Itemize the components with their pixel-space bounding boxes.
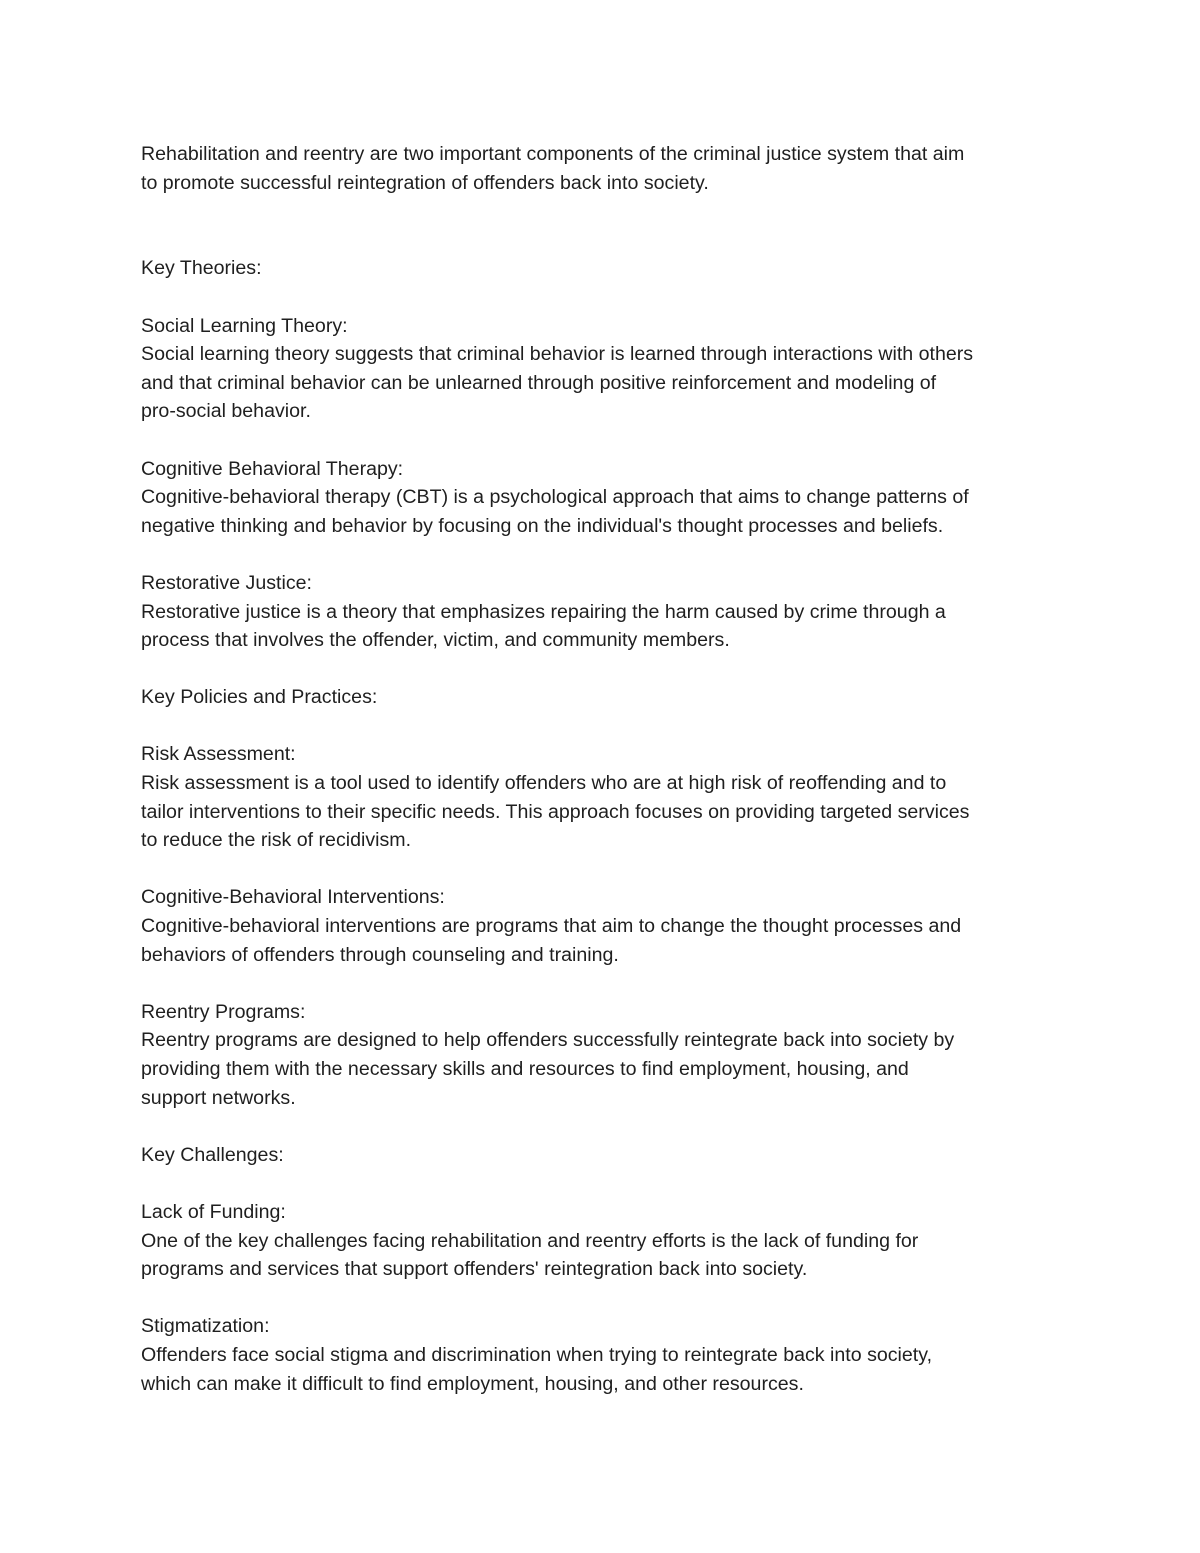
spacer (141, 283, 1071, 312)
stigmatization-title: Stigmatization: (141, 1315, 270, 1338)
spacer (141, 426, 1071, 455)
reentry-programs-title: Reentry Programs: (141, 1000, 306, 1023)
risk-assessment-body: Risk assessment is a tool used to identify offenders who are at high risk of reoffending and to tailor interventions to their specific needs. This approach focuses on providing targeted services to reduce the risk of recidivism. (141, 772, 970, 852)
key-challenges-heading: Key Challenges: (141, 1143, 284, 1166)
risk-assessment-title: Risk Assessment: (141, 743, 296, 766)
restorative-justice-title: Restorative Justice: (141, 571, 312, 594)
spacer (141, 540, 1071, 569)
spacer (141, 655, 1071, 684)
cb-interventions-title: Cognitive-Behavioral Interventions: (141, 886, 445, 909)
intro-paragraph: Rehabilitation and reentry are two important components of the criminal justice system that aim to promote successful reintegration of offenders back into society. (141, 143, 965, 194)
social-learning-body: Social learning theory suggests that criminal behavior is learned through interactions with others and that criminal behavior can be unlearned through positive reinforcement and modeling of pro-social behavior. (141, 343, 974, 423)
spacer (141, 969, 1071, 998)
restorative-justice-body: Restorative justice is a theory that emphasizes repairing the harm caused by crime through a process that involves the offender, victim, and community members. (141, 600, 946, 652)
spacer (141, 1112, 1071, 1141)
spacer (141, 197, 1071, 254)
spacer (141, 1169, 1071, 1198)
social-learning-title: Social Learning Theory: (141, 314, 348, 337)
reentry-programs-body: Reentry programs are designed to help offenders successfully reintegrate back into society by providing them with the necessary skills and resources to find employment, housing, and support networks. (141, 1029, 955, 1109)
key-theories-heading: Key Theories: (141, 257, 262, 280)
spacer (141, 1284, 1071, 1313)
cbt-title: Cognitive Behavioral Therapy: (141, 457, 404, 480)
stigmatization-body: Offenders face social stigma and discrimination when trying to reintegrate back into society, which can make it difficult to find employment, housing, and other resources. (141, 1343, 933, 1395)
document-body (141, 140, 1071, 1398)
spacer (141, 855, 1071, 884)
cbt-body: Cognitive-behavioral therapy (CBT) is a psychological approach that aims to change patterns of negative thinking and behavior by focusing on the individual's thought processes and beliefs. (141, 486, 969, 537)
key-policies-heading: Key Policies and Practices: (141, 686, 378, 709)
cb-interventions-body: Cognitive-behavioral interventions are programs that aim to change the thought processes and behaviors of offenders through counseling and training. (141, 915, 962, 966)
spacer (141, 712, 1071, 741)
lack-of-funding-body: One of the key challenges facing rehabilitation and reentry efforts is the lack of funding for programs and services that support offenders' reintegration back into society. (141, 1229, 919, 1281)
lack-of-funding-title: Lack of Funding: (141, 1200, 286, 1223)
